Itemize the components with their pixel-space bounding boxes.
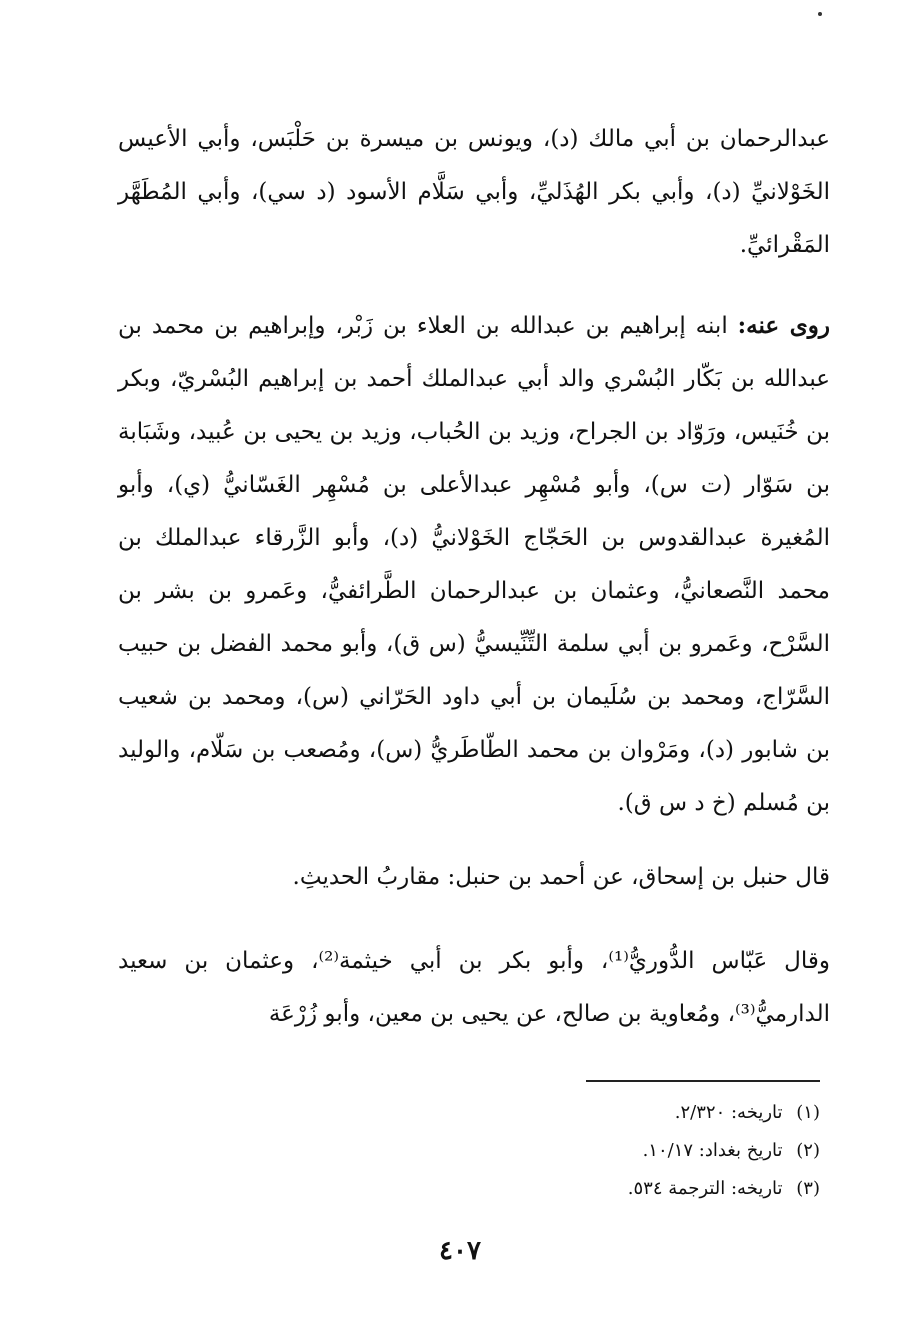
footnote-number: (٣) xyxy=(796,1178,820,1199)
page-number: ٤٠٧ xyxy=(439,1236,481,1266)
footnote-divider xyxy=(586,1080,820,1082)
footnote-text: تاريخ بغداد: ١٠/١٧. xyxy=(642,1140,783,1161)
students-label: روى عنه: xyxy=(737,312,830,339)
footnote xyxy=(480,1170,820,1208)
footnote xyxy=(480,1094,820,1132)
hanbal-paragraph: قال حنبل بن إسحاق، عن أحمد بن حنبل: مقاربُ الحديثِ. xyxy=(292,864,830,890)
students-text: ابنه إبراهيم بن عبدالله بن العلاء بن زَبْر، وإبراهيم بن محمد بن عبدالله بن بَكّار البُسْري والد أبي عبدالملك أحمد بن إبراهيم البُسْريّ، وبكر بن خُنَيس، ورَوّاد بن الجراح، وزيد بن الحُباب، وزيد بن يحيى بن عُبيد، وشَبَابة بن سَوّار (ت س)، وأبو مُسْهِر عبدالأعلى بن مُسْهِر الغَسّانيُّ (ي)، وأبو المُغيرة عبدالقدوس بن الحَجّاج الخَوْلانيُّ (د)، وأبو الزَّرقاء عبدالملك بن محمد النَّصعانيُّ، وعثمان بن عبدالرحمان الطَّرائفيُّ، وعَمرو بن بشر بن السَّرْح، وعَمرو بن أبي سلمة التِّنِّيسيُّ (س ق)، وأبو محمد الفضل بن حبيب السَّرّاج، ومحمد بن سُلَيمان بن أبي داود الحَرّاني (س)، ومحمد بن شعيب بن شابور (د)، ومَرْوان بن محمد الطّاطَريُّ (س)، ومُصعب بن سَلّام، والوليد بن مُسلم (خ د س ق). xyxy=(118,313,830,816)
footnote-number: (٢) xyxy=(796,1140,820,1161)
footnote xyxy=(480,1132,820,1170)
teachers-paragraph: عبدالرحمان بن أبي مالك (د)، ويونس بن ميسرة بن حَلْبَس، وأبي الأعيس الخَوْلانيِّ (د)، وأبي بكر الهُذَليِّ، وأبي سَلَّام الأسود (د سي)، وأبي المُطَهَّر المَقْرائيِّ. xyxy=(118,126,830,258)
footnote-text: تاريخه: الترجمة ٥٣٤. xyxy=(627,1178,783,1199)
students-paragraph xyxy=(118,299,830,830)
abbas-paragraph: وقال عَبّاس الدُّوريُّ⁽¹⁾، وأبو بكر بن أبي خيثمة⁽²⁾، وعثمان بن سعيد الدارميُّ⁽³⁾، ومُعاوية بن صالح، عن يحيى بن معين، وأبو زُرْعَة xyxy=(118,948,831,1027)
footnote-text: تاريخه: ٢/٣٢٠. xyxy=(674,1102,783,1123)
page-mark xyxy=(818,12,822,16)
footnote-number: (١) xyxy=(796,1102,820,1123)
footnotes xyxy=(480,1094,820,1208)
